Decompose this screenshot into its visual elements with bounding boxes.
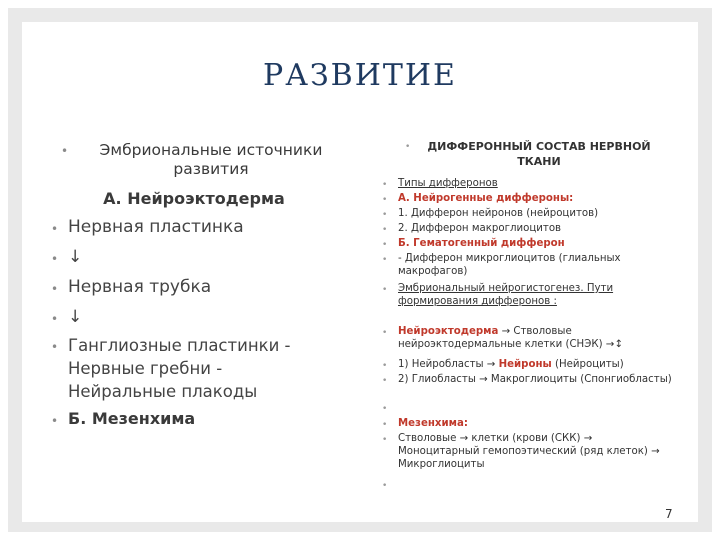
bullet: • <box>61 144 69 158</box>
right-item: Мезенхима: <box>398 418 468 429</box>
page-number: 7 <box>665 507 673 521</box>
neurocytes-text: (Нейроциты) <box>554 359 624 370</box>
left-item-4: Б. Мезенхима <box>68 409 196 428</box>
term-neuroectoderm: Нейроэктодерма <box>398 326 499 337</box>
right-item: 2. Дифферон макроглиоцитов <box>398 223 562 234</box>
left-item-2: Нервная трубка <box>68 277 212 297</box>
left-item-3: Ганглиозные пластинки - Нервные гребни - Нейральные плакоды <box>68 336 291 401</box>
right-item <box>398 325 676 351</box>
title-area <box>22 22 698 118</box>
neuroectoderm-text: → Стволовые нейроэктодермальные клетки (СНЭК) →↕ <box>398 326 623 350</box>
left-item-arrow-2: ↓ <box>68 307 83 327</box>
right-item: Стволовые → клетки (крови (СКК) → Моноцитарный гемопоэтический (ряд клеток) → Микроглиоциты <box>398 433 660 470</box>
bullet: • <box>382 225 388 235</box>
bullet: • <box>382 361 388 371</box>
bullet: • <box>382 285 388 295</box>
right-item: 1. Дифферон нейронов (нейроцитов) <box>398 208 599 219</box>
bullet: • <box>382 420 388 430</box>
bullet: • <box>382 404 388 414</box>
right-item: Б. Гематогенный дифферон <box>398 238 565 249</box>
right-item: А. Нейрогенные диффероны: <box>398 193 574 204</box>
right-item: - Дифферон микроглиоцитов (глиальных макрофагов) <box>398 253 621 277</box>
bullet: • <box>382 481 388 491</box>
bullet: • <box>382 240 388 250</box>
bullet: • <box>382 195 388 205</box>
bullet: • <box>382 255 388 265</box>
left-heading: Эмбриональные источники развития <box>99 141 323 178</box>
bullet: • <box>382 180 388 190</box>
right-item: Эмбриональный нейрогистогенез. Пути формирования дифферонов : <box>398 283 614 307</box>
bullet: • <box>405 142 411 152</box>
bullet: • <box>382 435 388 445</box>
bullet: • <box>51 312 59 326</box>
bullet: • <box>51 282 59 296</box>
left-subheading: А. Нейроэктодерма <box>103 189 285 208</box>
bullet: • <box>51 252 59 266</box>
right-item: Типы дифферонов <box>398 178 498 189</box>
bullet: • <box>51 414 59 428</box>
left-item-1: Нервная пластинка <box>68 217 244 237</box>
bullet: • <box>51 340 59 354</box>
right-item: 2) Глиобласты → Макроглиоциты (Спонгиобласты) <box>398 374 672 385</box>
left-item-arrow-1: ↓ <box>68 247 83 267</box>
bullet: • <box>382 328 388 338</box>
bullet: • <box>382 376 388 386</box>
slide-title: РАЗВИТИЕ <box>263 58 457 93</box>
neuroblasts-text: 1) Нейробласты → <box>398 359 496 370</box>
right-item <box>398 358 676 371</box>
bullet: • <box>51 222 59 236</box>
right-heading: ДИФФЕРОННЫЙ СОСТАВ НЕРВНОЙ ТКАНИ <box>427 140 651 168</box>
term-neurons: Нейроны <box>498 359 552 370</box>
bullet: • <box>382 210 388 220</box>
